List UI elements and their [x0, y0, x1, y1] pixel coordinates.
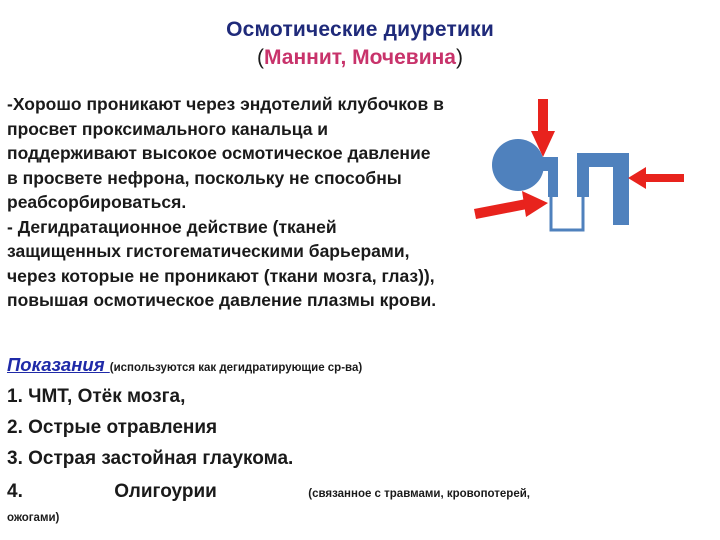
- slide-subtitle: [0, 46, 720, 70]
- text-line: через которые не проникают (ткани мозга, глаз)),: [7, 265, 435, 286]
- indication-item-4-number: 4.: [7, 481, 23, 502]
- title-block: [0, 18, 720, 70]
- text-line: просвет проксимального канальца и: [7, 118, 329, 139]
- indications-link[interactable]: Показания: [7, 354, 110, 375]
- nephron-icon: [492, 139, 629, 230]
- arrow-right-icon: [474, 191, 548, 219]
- text-line: в просвете нефрона, поскольку не способны: [7, 167, 402, 188]
- indication-item-3: 3. Острая застойная глаукома.: [7, 448, 294, 469]
- indications-heading: [7, 352, 537, 381]
- indication-item-4-note: (связанное с травмами, кровопотерей,: [308, 488, 530, 500]
- text-line: -Хорошо проникают через эндотелий клубочков в: [7, 94, 444, 114]
- text-line: повышая осмотическое давление плазмы крови.: [7, 290, 437, 310]
- subtitle-drugs: Маннит, Мочевина: [264, 46, 456, 69]
- subtitle-close-paren: ): [455, 46, 463, 69]
- arrow-left-icon: [628, 167, 684, 189]
- description-text: [7, 92, 547, 313]
- indication-item-2: 2. Острые отравления: [7, 417, 218, 438]
- indication-item-1: 1. ЧМТ, Отёк мозга,: [7, 386, 186, 407]
- text-line: защищенных гистогематическими барьерами,: [7, 241, 410, 261]
- nephron-diagram: [470, 95, 686, 245]
- subtitle-open-paren: (: [257, 46, 265, 69]
- indications-section: [7, 352, 537, 526]
- indication-item-4-label: Олигоурии: [114, 481, 217, 502]
- slide-title: Осмотические диуретики: [226, 18, 494, 41]
- indication-item-4-tail: ожогами): [7, 512, 60, 524]
- indications-note: (используются как дегидратирующие ср-ва): [109, 362, 363, 374]
- indication-item-4: [7, 476, 530, 510]
- text-line: - Дегидратационное действие (тканей: [7, 216, 337, 237]
- text-line: реабсорбироваться.: [7, 192, 187, 212]
- text-line: поддерживают высокое осмотическое давление: [7, 143, 431, 163]
